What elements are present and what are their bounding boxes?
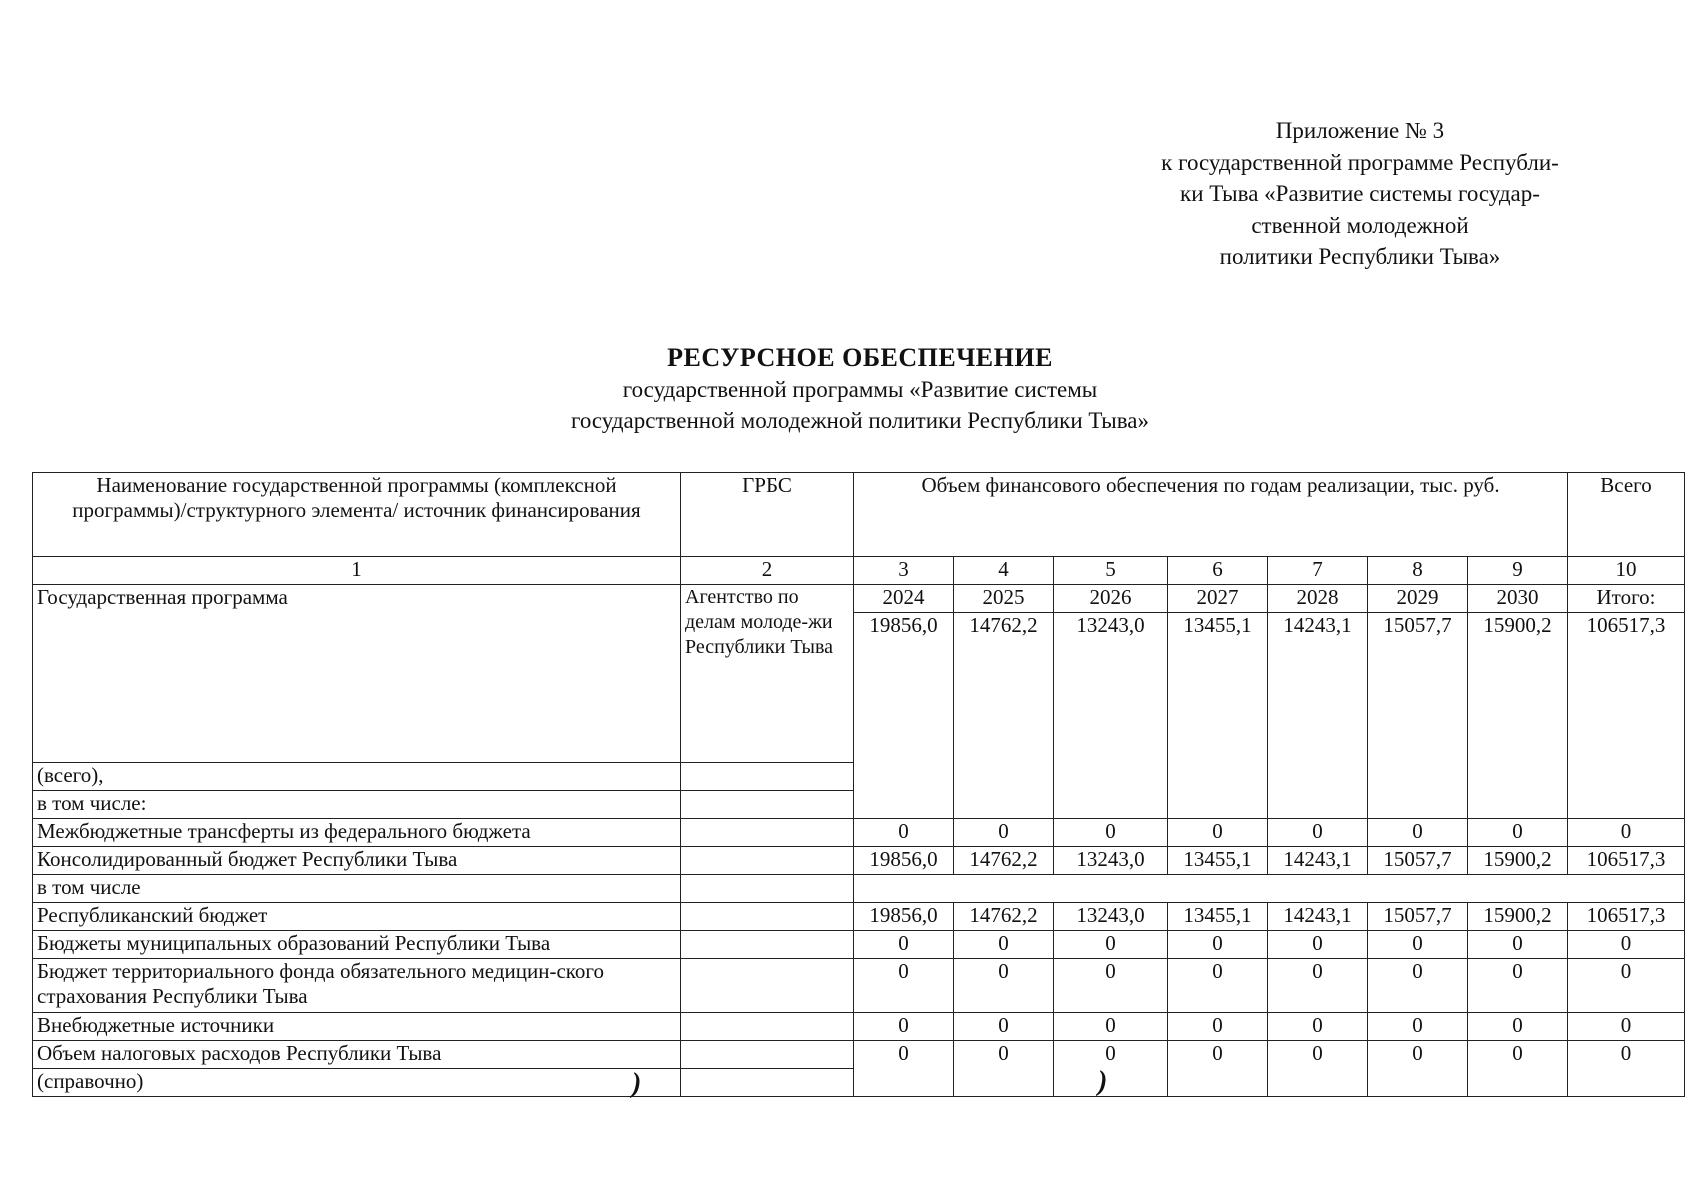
source-row	[33, 931, 1685, 959]
appendix-line: ственной молодежной	[1251, 212, 1469, 238]
appendix-line: к государственной программе Республи-	[1161, 149, 1559, 175]
resource-table	[32, 472, 1685, 1097]
value-cell: 0	[1168, 819, 1268, 847]
value-cell: 14762,2	[954, 903, 1054, 931]
value-cell: 0	[1168, 959, 1268, 1013]
value-cell: 0	[1268, 819, 1368, 847]
appendix-line: Приложение № 3	[1275, 118, 1445, 143]
value-cell: 0	[854, 959, 954, 1013]
total-cell: 106517,3	[1568, 903, 1685, 931]
source-row	[33, 903, 1685, 931]
year-cell: 2028	[1268, 585, 1368, 613]
value-cell: 13243,0	[1054, 613, 1168, 819]
value-cell: 0	[1054, 819, 1168, 847]
value-cell: 0	[1268, 931, 1368, 959]
v-tom-chisle-label: в том числе:	[33, 791, 681, 819]
col-number: 10	[1568, 557, 1685, 585]
reference-label: (справочно)	[33, 1069, 681, 1097]
total-cell: 0	[1568, 959, 1685, 1013]
year-cell: 2026	[1054, 585, 1168, 613]
value-cell: 15057,7	[1368, 847, 1468, 875]
header-grbs: ГРБС	[681, 473, 854, 557]
value-cell: 0	[1168, 1013, 1268, 1041]
program-name: Государственная программа	[33, 585, 681, 763]
value-cell: 15900,2	[1468, 903, 1568, 931]
appendix-note	[1150, 115, 1570, 273]
source-row	[33, 819, 1685, 847]
value-cell: 19856,0	[854, 903, 954, 931]
value-cell: 0	[954, 931, 1054, 959]
row-name: Республиканский бюджет	[33, 903, 681, 931]
value-cell: 0	[954, 959, 1054, 1013]
program-grbs: Агентство по делам молоде-жи Республики Тыва	[681, 585, 854, 763]
value-cell: 0	[1368, 959, 1468, 1013]
total-label: Итого:	[1568, 585, 1685, 613]
subtitle-line: государственной программы «Развитие системы	[622, 377, 1098, 402]
total-cell: 106517,3	[1568, 847, 1685, 875]
empty-grbs	[681, 959, 854, 1013]
value-cell: 15057,7	[1368, 613, 1468, 819]
empty-grbs	[681, 931, 854, 959]
col-number: 4	[954, 557, 1054, 585]
empty-values	[854, 875, 1685, 903]
program-row	[33, 585, 1685, 613]
value-cell: 0	[854, 931, 954, 959]
value-cell: 14762,2	[954, 847, 1054, 875]
year-cell: 2025	[954, 585, 1054, 613]
appendix-line: ки Тыва «Развитие системы государ-	[1180, 181, 1540, 206]
value-cell: 15900,2	[1468, 613, 1568, 819]
value-cell: 0	[1468, 931, 1568, 959]
row-name: Бюджет территориального фонда обязательного медицин-ского страхования Республики Тыва	[33, 959, 681, 1013]
scan-mark: )	[632, 1068, 642, 1099]
empty-grbs	[681, 847, 854, 875]
main-title: РЕСУРСНОЕ ОБЕСПЕЧЕНИЕ	[667, 343, 1053, 372]
total-cell: 0	[1568, 1013, 1685, 1041]
value-cell: 13243,0	[1054, 847, 1168, 875]
row-name: Внебюджетные источники	[33, 1013, 681, 1041]
header-row	[33, 473, 1685, 557]
scan-mark: )	[1098, 1066, 1108, 1097]
value-cell: 14243,1	[1268, 613, 1368, 819]
empty-grbs	[681, 791, 854, 819]
value-cell: 19856,0	[854, 613, 954, 819]
value-cell: 0	[1368, 819, 1468, 847]
vsego-label: (всего),	[33, 763, 681, 791]
total-cell: 0	[1568, 1041, 1685, 1097]
value-cell: 0	[1268, 1041, 1368, 1097]
empty-grbs	[681, 819, 854, 847]
empty-grbs	[681, 875, 854, 903]
value-cell: 0	[1054, 959, 1168, 1013]
value-cell: 14243,1	[1268, 903, 1368, 931]
empty-grbs	[681, 903, 854, 931]
value-cell: 0	[1368, 931, 1468, 959]
empty-grbs	[681, 763, 854, 791]
v-tom-chisle-row	[33, 875, 1685, 903]
value-cell: 0	[854, 819, 954, 847]
column-number-row	[33, 557, 1685, 585]
document-title	[420, 342, 1300, 436]
year-cell: 2024	[854, 585, 954, 613]
value-cell: 0	[1268, 959, 1368, 1013]
col-number: 7	[1268, 557, 1368, 585]
appendix-line: политики Республики Тыва»	[1219, 244, 1501, 269]
total-cell: 106517,3	[1568, 613, 1685, 819]
row-label: в том числе	[33, 875, 681, 903]
col-number: 3	[854, 557, 954, 585]
value-cell: 0	[1168, 1041, 1268, 1097]
value-cell: 0	[1168, 931, 1268, 959]
value-cell: 0	[1468, 819, 1568, 847]
empty-grbs	[681, 1013, 854, 1041]
total-cell: 0	[1568, 819, 1685, 847]
source-row	[33, 847, 1685, 875]
row-name: Межбюджетные трансферты из федерального бюджета	[33, 819, 681, 847]
value-cell: 0	[1054, 1041, 1168, 1097]
col-number: 6	[1168, 557, 1268, 585]
value-cell: 14243,1	[1268, 847, 1368, 875]
row-name: Бюджеты муниципальных образований Республики Тыва	[33, 931, 681, 959]
value-cell: 13455,1	[1168, 847, 1268, 875]
value-cell: 0	[954, 1041, 1054, 1097]
value-cell: 19856,0	[854, 847, 954, 875]
tax-row	[33, 1041, 1685, 1069]
value-cell: 13455,1	[1168, 903, 1268, 931]
header-total: Всего	[1568, 473, 1685, 557]
value-cell: 13455,1	[1168, 613, 1268, 819]
value-cell: 15900,2	[1468, 847, 1568, 875]
value-cell: 0	[1468, 959, 1568, 1013]
value-cell: 0	[854, 1041, 954, 1097]
value-cell: 0	[1054, 931, 1168, 959]
source-row	[33, 1013, 1685, 1041]
value-cell: 0	[1368, 1041, 1468, 1097]
col-number: 2	[681, 557, 854, 585]
header-volume: Объем финансового обеспечения по годам реализации, тыс. руб.	[854, 473, 1568, 557]
header-name: Наименование государственной программы (комплексной программы)/структурного элемента/ источник финансирования	[33, 473, 681, 557]
value-cell: 0	[1268, 1013, 1368, 1041]
value-cell: 13243,0	[1054, 903, 1168, 931]
row-name: Консолидированный бюджет Республики Тыва	[33, 847, 681, 875]
value-cell: 0	[1054, 1013, 1168, 1041]
year-cell: 2030	[1468, 585, 1568, 613]
col-number: 5	[1054, 557, 1168, 585]
year-cell: 2029	[1368, 585, 1468, 613]
empty-grbs	[681, 1041, 854, 1069]
value-cell: 0	[1468, 1013, 1568, 1041]
col-number: 8	[1368, 557, 1468, 585]
empty-grbs	[681, 1069, 854, 1097]
value-cell: 0	[954, 819, 1054, 847]
value-cell: 14762,2	[954, 613, 1054, 819]
value-cell: 15057,7	[1368, 903, 1468, 931]
col-number: 1	[33, 557, 681, 585]
value-cell: 0	[1468, 1041, 1568, 1097]
subtitle-line: государственной молодежной политики Республики Тыва»	[570, 408, 1150, 433]
source-row	[33, 959, 1685, 1013]
col-number: 9	[1468, 557, 1568, 585]
total-cell: 0	[1568, 931, 1685, 959]
value-cell: 0	[1368, 1013, 1468, 1041]
value-cell: 0	[854, 1013, 954, 1041]
row-name: Объем налоговых расходов Республики Тыва	[33, 1041, 681, 1069]
year-cell: 2027	[1168, 585, 1268, 613]
value-cell: 0	[954, 1013, 1054, 1041]
